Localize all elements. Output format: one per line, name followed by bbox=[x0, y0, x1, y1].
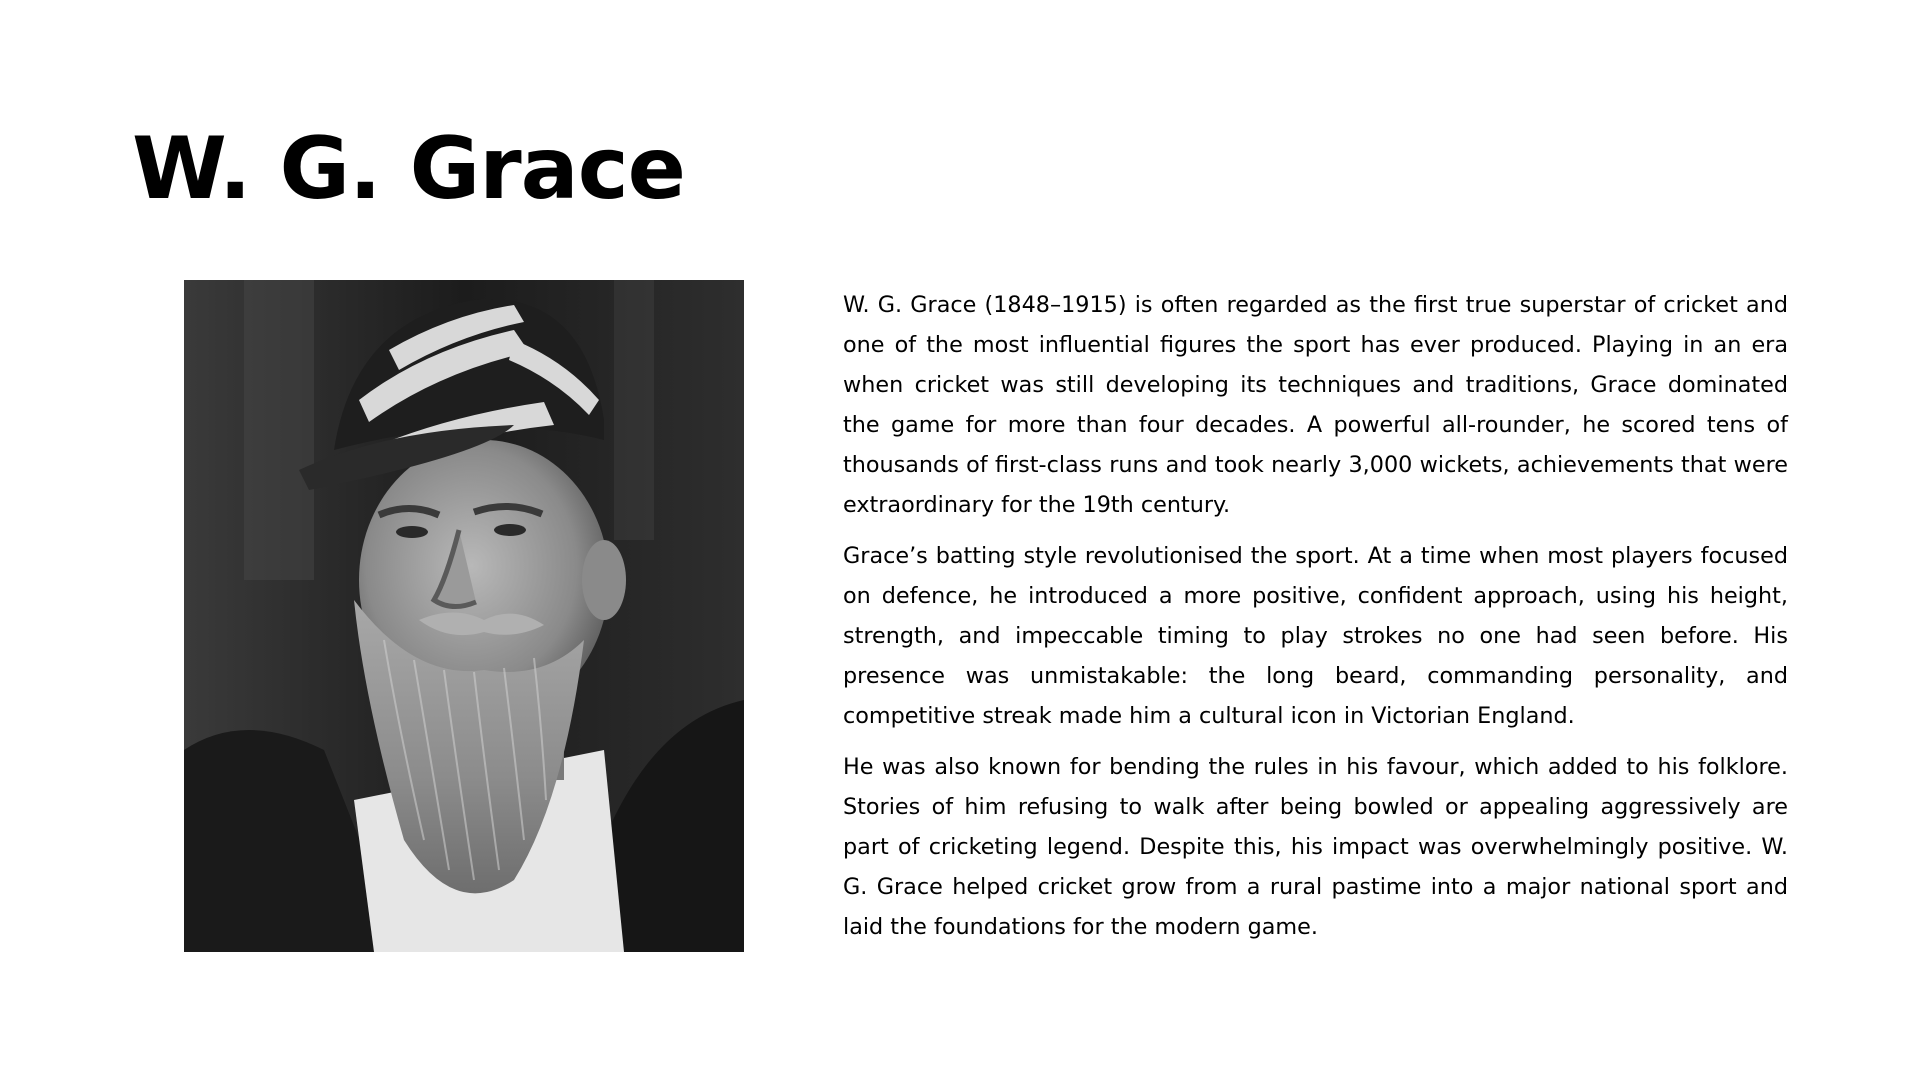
slide-title: W. G. Grace bbox=[132, 119, 685, 219]
paragraph-batting-style: Grace’s batting style revolutionised the sport. At a time when most players focused on defence, he introduced a more positive, confident approach, using his height, strength, and impeccable timing to play strokes no one had seen before. His presence was unmistakable: the long beard, commanding personality, and competitive streak made him a cultural icon in Victorian England. bbox=[843, 543, 1788, 729]
body-text bbox=[843, 285, 1788, 958]
portrait-photo bbox=[184, 280, 744, 952]
portrait-illustration bbox=[184, 280, 744, 952]
paragraph-legacy: He was also known for bending the rules in his favour, which added to his folklore. Stories of him refusing to walk after being bowled or appealing aggressively are part of cricketing legend. Despite this, his impact was overwhelmingly positive. W. G. Grace helped cricket grow from a rural pastime into a major national sport and laid the foundations for the modern game. bbox=[843, 754, 1788, 940]
paragraph-intro: W. G. Grace (1848–1915) is often regarded as the first true superstar of cricket and one of the most influential figures the sport has ever produced. Playing in an era when cricket was still developing its techniques and traditions, Grace dominated the game for more than four decades. A powerful all-rounder, he scored tens of thousands of first-class runs and took nearly 3,000 wickets, achievements that were extraordinary for the 19th century. bbox=[843, 292, 1788, 518]
